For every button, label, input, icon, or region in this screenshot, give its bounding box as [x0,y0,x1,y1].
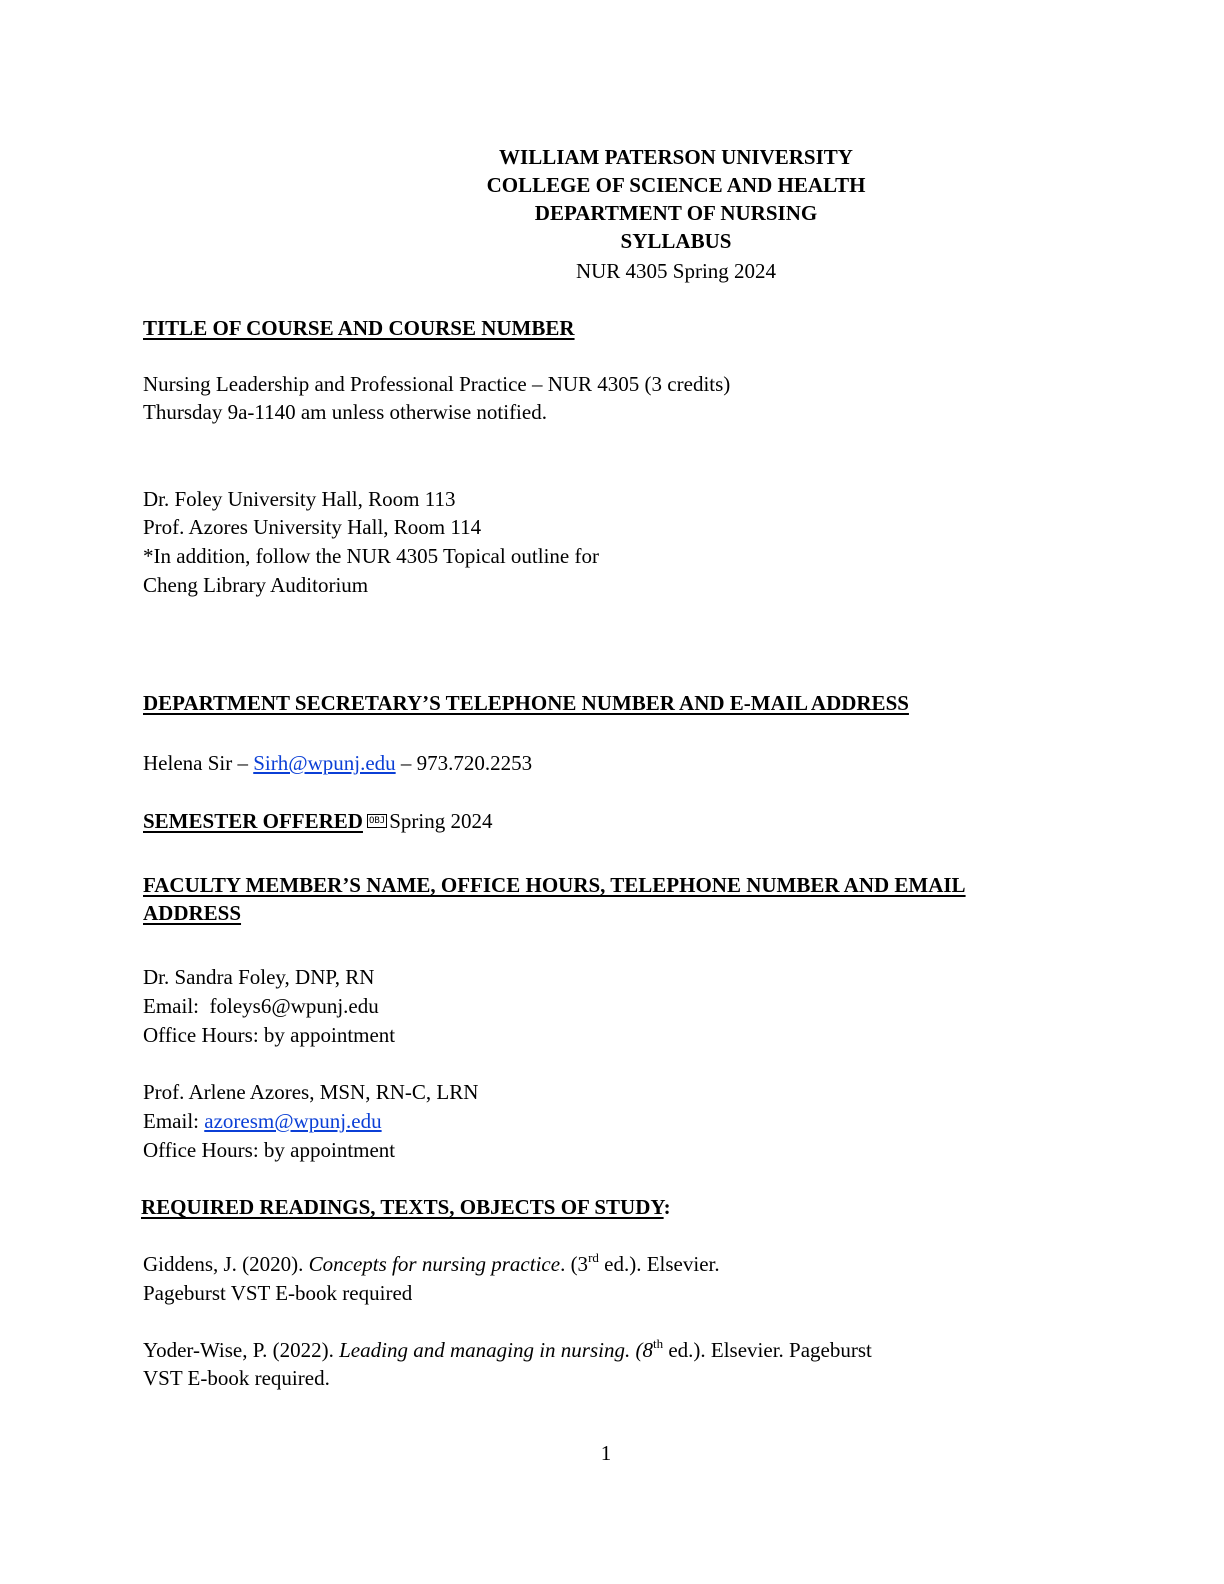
faculty-name: Dr. Sandra Foley, DNP, RN [143,965,375,989]
semester-line [143,807,493,835]
secretary-name: Helena Sir – [143,751,254,775]
course-schedule-line: Thursday 9a-1140 am unless otherwise notified. [143,400,547,424]
room-line: *In addition, follow the NUR 4305 Topical outline for [143,544,599,568]
reading-edition-sup: rd [588,1250,599,1265]
reading-edition-sup: th [652,1336,664,1351]
faculty-email-line [143,1107,382,1135]
faculty-office-hours: Office Hours: by appointment [143,1023,396,1047]
semester-value: Spring 2024 [389,809,493,833]
university-name: WILLIAM PATERSON UNIVERSITY [499,145,853,169]
faculty-name: Prof. Arlene Azores, MSN, RN-C, LRN [143,1080,479,1104]
secretary-contact-line [143,749,532,777]
faculty-email: foleys6@wpunj.edu [209,994,379,1018]
faculty-email-line [143,992,379,1020]
semester-heading: SEMESTER OFFERED [143,809,363,833]
secretary-heading: DEPARTMENT SECRETARY’S TELEPHONE NUMBER AND E-MAIL ADDRESS [143,691,909,715]
faculty-email-label: Email: [143,994,210,1018]
course-heading: TITLE OF COURSE AND COURSE NUMBER [143,316,575,340]
reading-edition-pre: . (3 [560,1252,589,1276]
reading-note: Pageburst VST E-book required [143,1281,413,1305]
room-line: Dr. Foley University Hall, Room 113 [143,487,456,511]
readings-heading-line [141,1193,671,1221]
course-title-line: Nursing Leadership and Professional Practice – NUR 4305 (3 credits) [143,372,731,396]
document-type: SYLLABUS [620,229,732,253]
faculty-email-label: Email: [143,1109,205,1133]
readings-heading: REQUIRED READINGS, TEXTS, OBJECTS OF STUDY [141,1195,664,1219]
course-term: NUR 4305 Spring 2024 [575,259,777,283]
room-line: Cheng Library Auditorium [143,573,369,597]
object-replacement-glyph: OBJ [368,816,386,826]
page-number: 1 [600,1441,612,1465]
faculty-office-hours: Office Hours: by appointment [143,1138,396,1162]
secretary-phone: – 973.720.2253 [395,751,533,775]
reading-citation [143,1250,720,1278]
department-name: DEPARTMENT OF NURSING [534,201,818,225]
reading-edition-post: ed.). Elsevier. Pageburst [663,1338,872,1362]
room-line: Prof. Azores University Hall, Room 114 [143,515,482,539]
readings-heading-colon: : [663,1195,671,1219]
faculty-email-link[interactable]: azoresm@wpunj.edu [204,1109,382,1133]
secretary-email-link[interactable]: Sirh@wpunj.edu [253,751,396,775]
college-name: COLLEGE OF SCIENCE AND HEALTH [486,173,866,197]
reading-author-year: Yoder-Wise, P. (2022). [143,1338,340,1362]
reading-title: Leading and managing in nursing. (8 [339,1338,653,1362]
reading-edition-post: ed.). Elsevier. [598,1252,720,1276]
faculty-heading-cont: ADDRESS [143,901,242,925]
reading-title: Concepts for nursing practice [308,1252,561,1276]
reading-note: VST E-book required. [143,1366,330,1390]
faculty-heading: FACULTY MEMBER’S NAME, OFFICE HOURS, TELEPHONE NUMBER AND EMAIL [143,873,966,897]
reading-citation [143,1336,872,1364]
reading-author-year: Giddens, J. (2020). [143,1252,309,1276]
